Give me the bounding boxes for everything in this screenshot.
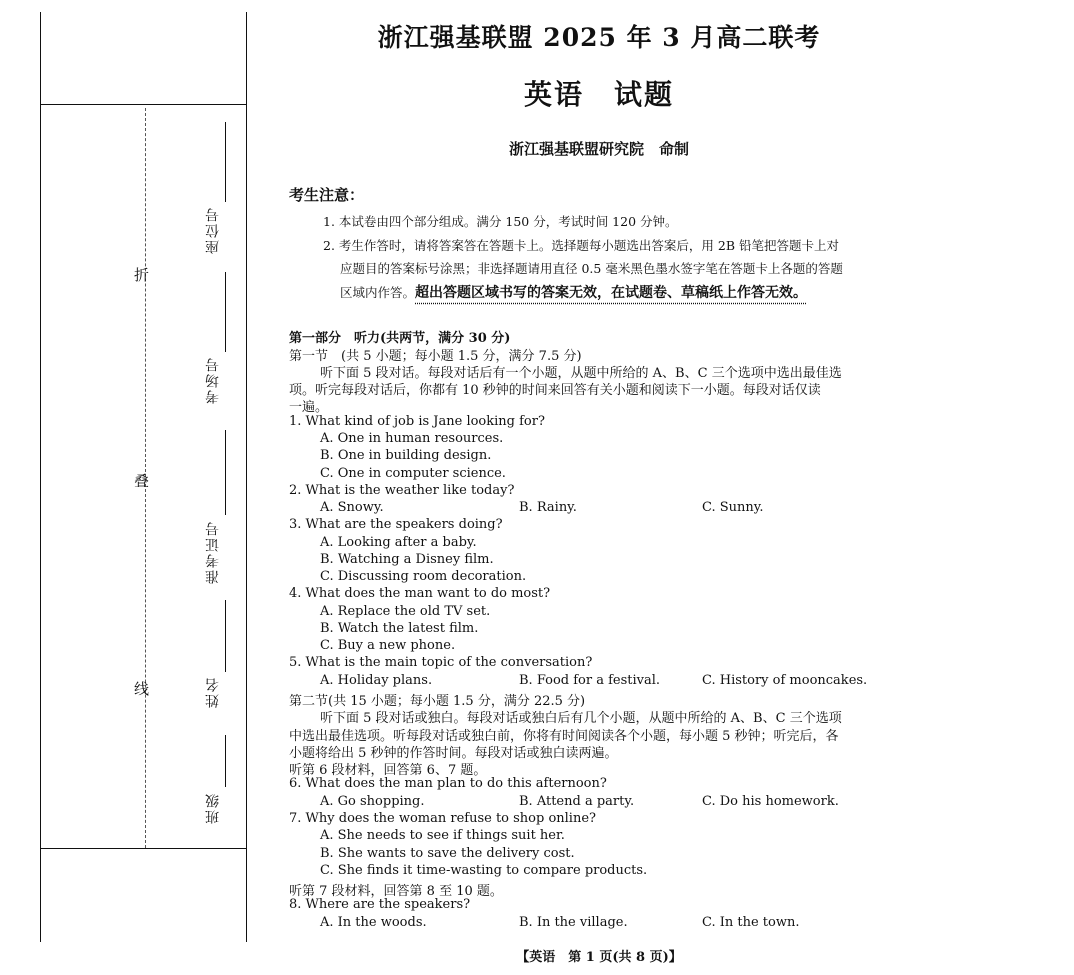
subject-title: 英语 试题 — [523, 78, 674, 111]
question-6: 6. What does the man plan to do this afternoon? — [289, 776, 607, 791]
section1-instruction: 听下面 5 段对话。每段对话后有一个小题，从题中所给的 A、B、C 三个选项中选出最佳选 — [320, 366, 842, 381]
page-footer: 【英语 第 1 页(共 8 页)】 — [516, 950, 682, 965]
section2-heading: 第二节(共 15 小题；每小题 1.5 分，满分 22.5 分) — [289, 694, 586, 709]
part1-heading: 第一部分 听力(共两节，满分 30 分) — [289, 331, 511, 346]
fold-char: 折 — [134, 266, 150, 284]
option-a: A. Looking after a baby. — [320, 535, 477, 550]
notice-item-2-line-2: 应题目的答案标号涂黑；非选择题请用直径 0.5 毫米黑色墨水签字笔在答题卡上各题的答题 — [340, 261, 843, 276]
option-a: A. Replace the old TV set. — [320, 604, 491, 619]
material-7-note: 听第 7 段材料，回答第 8 至 10 题。 — [289, 884, 503, 899]
material-6-note: 听第 6 段材料，回答第 6、7 题。 — [289, 763, 487, 778]
margin-bottom-rule — [40, 848, 247, 849]
name-field[interactable] — [203, 676, 243, 712]
option-c: C. History of mooncakes. — [702, 673, 868, 688]
option-c: C. She finds it time-wasting to compare products. — [320, 863, 648, 878]
option-c: C. In the town. — [702, 915, 800, 930]
question-1: 1. What kind of job is Jane looking for? — [289, 414, 545, 429]
option-b: B. In the village. — [519, 915, 628, 930]
section2-instruction: 中选出最佳选项。听每段对话或独白前，你将有时间阅读各个小题，每小题 5 秒钟；听完后，各 — [289, 729, 839, 744]
margin-right-border — [246, 12, 247, 942]
exam-room-label: 考场号 — [205, 356, 221, 404]
notice-item-2-line-3 — [340, 282, 807, 302]
option-b: B. Watch the latest film. — [320, 621, 479, 636]
section1-heading: 第一节 (共 5 小题；每小题 1.5 分，满分 7.5 分) — [289, 349, 582, 364]
fold-char: 线 — [134, 680, 150, 698]
section2-instruction: 听下面 5 段对话或独白。每段对话或独白后有几个小题，从题中所给的 A、B、C 三个选项 — [320, 711, 842, 726]
seat-number-line — [225, 122, 226, 202]
exam-id-label: 准考证号 — [205, 520, 221, 584]
question-3: 3. What are the speakers doing? — [289, 517, 503, 532]
option-c: C. Buy a new phone. — [320, 638, 456, 653]
seat-number-field[interactable] — [203, 206, 243, 258]
option-b: B. Rainy. — [519, 500, 577, 515]
seat-number-label: 座位号 — [205, 206, 221, 254]
option-a: A. Go shopping. — [320, 794, 425, 809]
question-4: 4. What does the man want to do most? — [289, 586, 551, 601]
class-label: 班级 — [205, 792, 221, 824]
option-c: C. Do his homework. — [702, 794, 839, 809]
option-b: B. One in building design. — [320, 448, 492, 463]
option-c: C. Discussing room decoration. — [320, 569, 527, 584]
option-b: B. She wants to save the delivery cost. — [320, 846, 575, 861]
section1-instruction: 项。听完每段对话后，你都有 10 秒钟的时间来回答有关小题和阅读下一小题。每段对话仅读 — [289, 383, 821, 398]
option-a: A. One in human resources. — [320, 431, 504, 446]
option-c: C. One in computer science. — [320, 466, 506, 481]
question-7: 7. Why does the woman refuse to shop online? — [289, 811, 596, 826]
exam-title: 浙江强基联盟 2025 年 3 月高二联考 — [377, 23, 821, 52]
option-a: A. She needs to see if things suit her. — [320, 828, 565, 843]
option-b: B. Watching a Disney film. — [320, 552, 494, 567]
notice-item-1: 1. 本试卷由四个部分组成。满分 150 分，考试时间 120 分钟。 — [323, 214, 678, 229]
exam-id-line — [225, 430, 226, 515]
question-5: 5. What is the main topic of the conversation? — [289, 655, 593, 670]
option-b: B. Food for a festival. — [519, 673, 661, 688]
name-label: 姓名 — [205, 676, 221, 708]
question-2: 2. What is the weather like today? — [289, 483, 515, 498]
margin-left-border — [40, 12, 41, 942]
option-a: A. Snowy. — [320, 500, 384, 515]
notice-item-2-prefix: 区域内作答。 — [340, 285, 416, 300]
class-field[interactable] — [203, 792, 243, 828]
section2-instruction: 小题将给出 5 秒钟的作答时间。每段对话或独白读两遍。 — [289, 746, 618, 761]
option-b: B. Attend a party. — [519, 794, 635, 809]
option-c: C. Sunny. — [702, 500, 764, 515]
notice-item-2-line-1: 2. 考生作答时，请将答案答在答题卡上。选择题每小题选出答案后，用 2B 铅笔把答题卡上对 — [323, 238, 839, 253]
name-line — [225, 600, 226, 672]
exam-room-line — [225, 272, 226, 352]
class-line — [225, 735, 226, 787]
question-8: 8. Where are the speakers? — [289, 897, 471, 912]
margin-top-rule — [40, 104, 247, 105]
notice-emphasis: 超出答题区域书写的答案无效，在试题卷、草稿纸上作答无效。 — [415, 285, 808, 301]
exam-maker: 浙江强基联盟研究院 命制 — [508, 140, 689, 158]
option-a: A. In the woods. — [320, 915, 427, 930]
fold-char: 叠 — [134, 472, 150, 490]
section1-instruction: 一遍。 — [289, 400, 329, 415]
exam-id-field[interactable] — [203, 520, 243, 588]
notice-heading: 考生注意： — [289, 186, 365, 204]
option-a: A. Holiday plans. — [320, 673, 433, 688]
exam-room-field[interactable] — [203, 356, 243, 408]
binding-margin — [0, 0, 250, 975]
